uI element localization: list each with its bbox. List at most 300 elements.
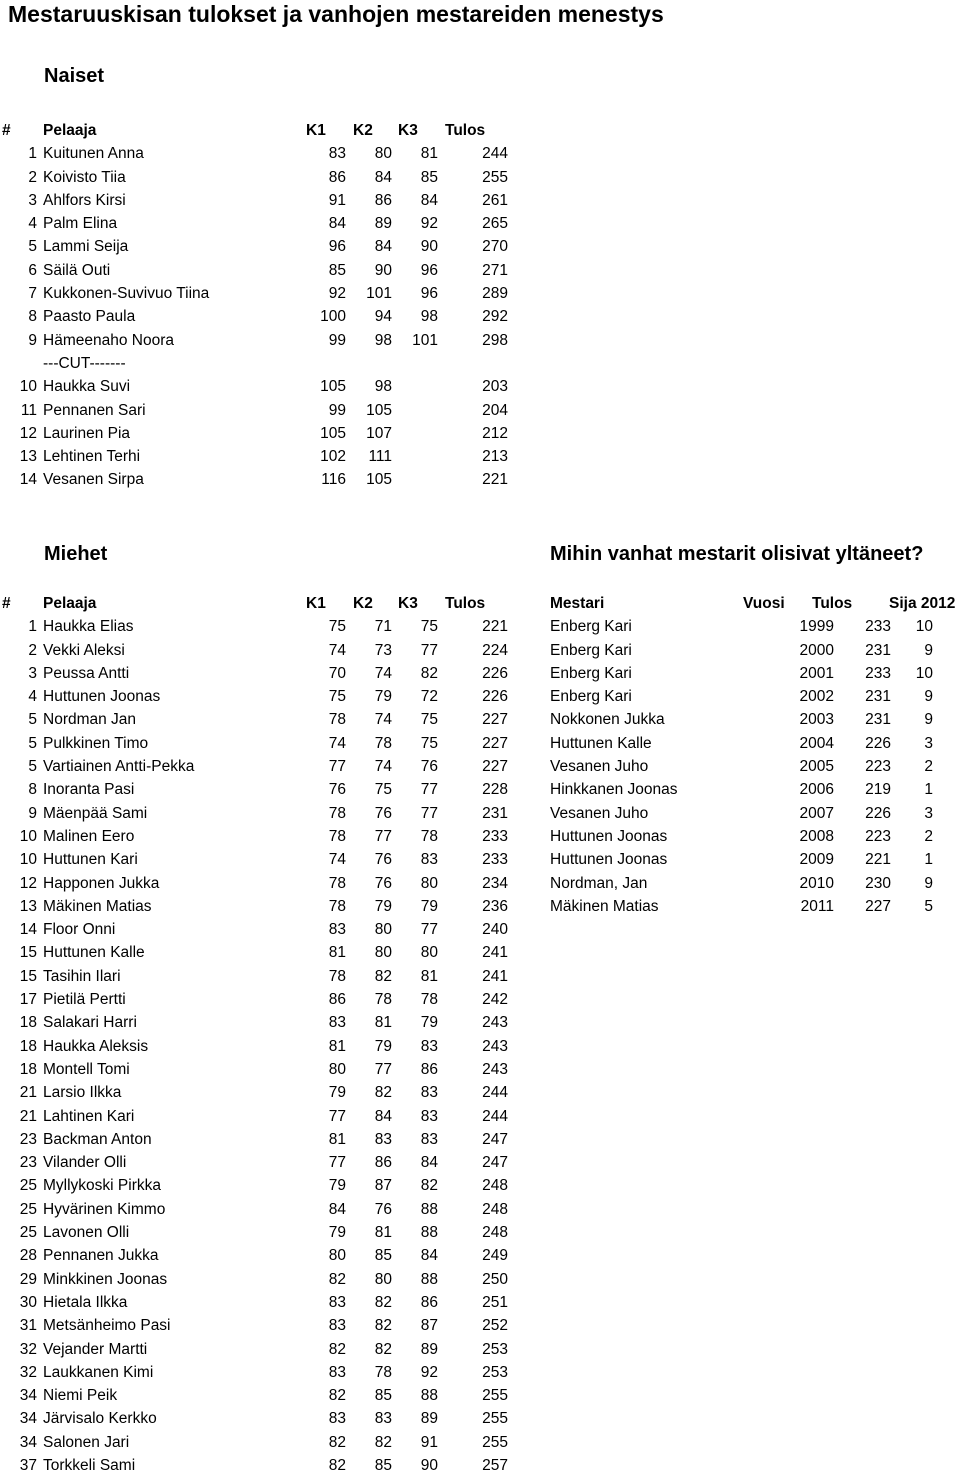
rank-cell: 18 (19, 1060, 37, 1078)
k2-cell: 79 (374, 1037, 392, 1055)
k1-cell: 74 (328, 641, 346, 659)
table-row (550, 802, 960, 825)
k3-cell: 96 (420, 261, 438, 279)
k3-cell: 77 (420, 921, 438, 939)
player-name-cell: Järvisalo Kerkko (43, 1410, 157, 1428)
header-k2: K2 (353, 122, 373, 139)
rank-cell: 7 (28, 285, 37, 303)
rank-cell: 14 (19, 471, 37, 489)
table-row (0, 778, 520, 801)
player-name-cell: Hämeenaho Noora (43, 331, 174, 349)
k2-cell: 107 (366, 424, 392, 442)
rank-cell: 15 (19, 967, 37, 985)
rank-cell: 12 (19, 874, 37, 892)
k2-cell: 75 (374, 781, 392, 799)
k1-cell: 77 (328, 1107, 346, 1125)
total-cell: 226 (482, 664, 508, 682)
player-name-cell: Vilander Olli (43, 1154, 127, 1172)
k3-cell: 80 (420, 874, 438, 892)
player-name-cell: Lavonen Olli (43, 1224, 130, 1242)
rank-cell: 14 (19, 921, 37, 939)
k2-cell: 90 (374, 261, 392, 279)
k3-cell: 82 (420, 1177, 438, 1195)
k3-cell: 84 (420, 1154, 438, 1172)
k1-cell: 75 (328, 618, 346, 636)
men-table-header (0, 592, 520, 615)
position-cell: 10 (915, 664, 933, 682)
table-row (0, 615, 520, 638)
k3-cell: 101 (412, 331, 438, 349)
k2-cell: 84 (374, 238, 392, 256)
k1-cell: 92 (328, 285, 346, 303)
k1-cell: 105 (320, 378, 346, 396)
k3-cell: 77 (420, 641, 438, 659)
champion-name-cell: Mäkinen Matias (550, 897, 659, 915)
table-row (0, 965, 520, 988)
rank-cell: 10 (19, 378, 37, 396)
k1-cell: 76 (328, 781, 346, 799)
k3-cell: 72 (420, 688, 438, 706)
k3-cell: 83 (420, 1084, 438, 1102)
rank-cell: 18 (19, 1037, 37, 1055)
year-cell: 2000 (799, 641, 834, 659)
champion-name-cell: Hinkkanen Joonas (550, 781, 678, 799)
k2-cell: 94 (374, 308, 392, 326)
k3-cell: 84 (420, 1247, 438, 1265)
total-cell: 244 (482, 1084, 508, 1102)
table-row (0, 755, 520, 778)
rank-cell: 4 (28, 688, 37, 706)
table-row (0, 1407, 520, 1430)
k2-cell: 82 (374, 1433, 392, 1451)
position-cell: 9 (924, 711, 933, 729)
rank-cell: 34 (19, 1410, 37, 1428)
total-cell: 221 (482, 471, 508, 489)
champion-name-cell: Enberg Kari (550, 618, 632, 636)
rank-cell: 5 (28, 711, 37, 729)
k2-cell: 79 (374, 897, 392, 915)
table-row (0, 1011, 520, 1034)
total-cell: 298 (482, 331, 508, 349)
k3-cell: 88 (420, 1387, 438, 1405)
total-cell: 226 (482, 688, 508, 706)
player-name-cell: Haukka Aleksis (43, 1037, 149, 1055)
k2-cell: 77 (374, 827, 392, 845)
player-name-cell: Vartiainen Antti-Pekka (43, 758, 195, 776)
total-cell: 224 (482, 641, 508, 659)
total-cell: 244 (482, 1107, 508, 1125)
k3-cell: 96 (420, 285, 438, 303)
rank-cell: 4 (28, 215, 37, 233)
k3-cell: 75 (420, 711, 438, 729)
table-row (0, 305, 520, 328)
total-cell: 213 (482, 448, 508, 466)
table-row (0, 1174, 520, 1197)
rank-cell: 15 (19, 944, 37, 962)
k2-cell: 74 (374, 758, 392, 776)
rank-cell: 17 (19, 991, 37, 1009)
header-k3: K3 (398, 595, 418, 612)
k3-cell: 81 (420, 145, 438, 163)
k2-cell: 82 (374, 1340, 392, 1358)
rank-cell: 8 (28, 308, 37, 326)
rank-cell: 32 (19, 1363, 37, 1381)
rank-cell: 2 (28, 641, 37, 659)
total-cell: 204 (482, 401, 508, 419)
k3-cell: 83 (420, 851, 438, 869)
rank-cell: 10 (19, 827, 37, 845)
header-position: Sija 2012 (889, 595, 956, 612)
k1-cell: 82 (328, 1433, 346, 1451)
k1-cell: 84 (328, 215, 346, 233)
header-k2: K2 (353, 595, 373, 612)
rank-cell: 5 (28, 758, 37, 776)
table-row (0, 1361, 520, 1384)
total-cell: 248 (482, 1224, 508, 1242)
k1-cell: 78 (328, 967, 346, 985)
total-cell: 227 (482, 758, 508, 776)
total-cell: 252 (482, 1317, 508, 1335)
k1-cell: 77 (328, 758, 346, 776)
player-name-cell: Säilä Outi (43, 261, 111, 279)
k2-cell: 87 (374, 1177, 392, 1195)
player-name-cell: Haukka Suvi (43, 378, 131, 396)
rank-cell: 10 (19, 851, 37, 869)
k2-cell: 71 (374, 618, 392, 636)
k2-cell: 89 (374, 215, 392, 233)
player-name-cell: Ahlfors Kirsi (43, 191, 126, 209)
rank-cell: 13 (19, 448, 37, 466)
total-cell: 289 (482, 285, 508, 303)
k1-cell: 82 (328, 1340, 346, 1358)
table-row (0, 142, 520, 165)
total-cell: 244 (482, 145, 508, 163)
table-row (0, 1454, 520, 1477)
total-cell: 243 (482, 1037, 508, 1055)
total-cell: 241 (482, 944, 508, 962)
player-name-cell: Haukka Elias (43, 618, 134, 636)
k2-cell: 81 (374, 1224, 392, 1242)
k2-cell: 105 (366, 401, 392, 419)
rank-cell: 25 (19, 1177, 37, 1195)
rank-cell: 23 (19, 1130, 37, 1148)
position-cell: 3 (924, 734, 933, 752)
k3-cell: 80 (420, 944, 438, 962)
cut-line (0, 352, 520, 375)
player-name-cell: Salonen Jari (43, 1433, 130, 1451)
k2-cell: 82 (374, 1317, 392, 1335)
k1-cell: 83 (328, 1014, 346, 1032)
rank-cell: 2 (28, 168, 37, 186)
champion-name-cell: Huttunen Joonas (550, 851, 668, 869)
rank-cell: 9 (28, 331, 37, 349)
player-name-cell: Hyvärinen Kimmo (43, 1200, 166, 1218)
champion-name-cell: Huttunen Kalle (550, 734, 652, 752)
table-row (0, 708, 520, 731)
total-cell: 227 (482, 734, 508, 752)
table-row (0, 1035, 520, 1058)
player-name-cell: Mäenpää Sami (43, 804, 148, 822)
table-row (0, 166, 520, 189)
k2-cell: 80 (374, 921, 392, 939)
table-row (0, 235, 520, 258)
champion-name-cell: Nokkonen Jukka (550, 711, 665, 729)
k2-cell: 78 (374, 734, 392, 752)
table-row (0, 399, 520, 422)
player-name-cell: Metsänheimo Pasi (43, 1317, 171, 1335)
k3-cell: 92 (420, 1363, 438, 1381)
k1-cell: 86 (328, 168, 346, 186)
year-cell: 2007 (799, 804, 834, 822)
rank-cell: 3 (28, 664, 37, 682)
k3-cell: 83 (420, 1107, 438, 1125)
k2-cell: 86 (374, 191, 392, 209)
year-cell: 2002 (799, 688, 834, 706)
player-name-cell: Torkkeli Sami (43, 1456, 136, 1474)
table-row (0, 468, 520, 491)
rank-cell: 5 (28, 734, 37, 752)
k2-cell: 85 (374, 1456, 392, 1474)
rank-cell: 23 (19, 1154, 37, 1172)
header-total: Tulos (812, 595, 853, 612)
rank-cell: 6 (28, 261, 37, 279)
table-row (550, 662, 960, 685)
player-name-cell: Huttunen Kari (43, 851, 138, 869)
player-name-cell: Huttunen Joonas (43, 688, 161, 706)
men-results-table (0, 592, 520, 1477)
player-name-cell: Mäkinen Matias (43, 897, 152, 915)
k1-cell: 83 (328, 145, 346, 163)
k2-cell: 76 (374, 804, 392, 822)
rank-cell: 5 (28, 238, 37, 256)
year-cell: 2009 (799, 851, 834, 869)
total-cell: 251 (482, 1293, 508, 1311)
k2-cell: 74 (374, 664, 392, 682)
k1-cell: 82 (328, 1387, 346, 1405)
table-row (0, 1384, 520, 1407)
k2-cell: 76 (374, 1200, 392, 1218)
k1-cell: 79 (328, 1177, 346, 1195)
k1-cell: 75 (328, 688, 346, 706)
k3-cell: 90 (420, 1456, 438, 1474)
k1-cell: 105 (320, 424, 346, 442)
year-cell: 2005 (799, 758, 834, 776)
player-name-cell: Tasihin Ilari (43, 967, 121, 985)
table-row (550, 615, 960, 638)
k1-cell: 91 (328, 191, 346, 209)
header-k3: K3 (398, 122, 418, 139)
k3-cell: 88 (420, 1270, 438, 1288)
k3-cell: 91 (420, 1433, 438, 1451)
k1-cell: 78 (328, 897, 346, 915)
k2-cell: 81 (374, 1014, 392, 1032)
table-row (0, 662, 520, 685)
total-cell: 255 (482, 1410, 508, 1428)
rank-cell: 13 (19, 897, 37, 915)
header-k1: K1 (306, 595, 326, 612)
k2-cell: 101 (366, 285, 392, 303)
champions-table-header (550, 592, 960, 615)
k2-cell: 77 (374, 1060, 392, 1078)
header-k1: K1 (306, 122, 326, 139)
table-row (0, 872, 520, 895)
rank-cell: 18 (19, 1014, 37, 1032)
player-name-cell: Kuitunen Anna (43, 145, 144, 163)
k1-cell: 82 (328, 1456, 346, 1474)
total-cell: 255 (482, 1433, 508, 1451)
k3-cell: 88 (420, 1224, 438, 1242)
year-cell: 2010 (799, 874, 834, 892)
k3-cell: 87 (420, 1317, 438, 1335)
k1-cell: 80 (328, 1247, 346, 1265)
year-cell: 2011 (800, 897, 834, 915)
rank-cell: 32 (19, 1340, 37, 1358)
player-name-cell: Pietilä Pertti (43, 991, 126, 1009)
table-row (0, 212, 520, 235)
k1-cell: 81 (328, 1037, 346, 1055)
table-row (0, 685, 520, 708)
k3-cell: 76 (420, 758, 438, 776)
table-row (0, 1058, 520, 1081)
k2-cell: 84 (374, 168, 392, 186)
total-cell: 248 (482, 1200, 508, 1218)
total-cell: 253 (482, 1340, 508, 1358)
total-cell: 247 (482, 1154, 508, 1172)
k1-cell: 84 (328, 1200, 346, 1218)
total-cell: 261 (482, 191, 508, 209)
table-row (0, 189, 520, 212)
total-cell: 255 (482, 1387, 508, 1405)
year-cell: 2004 (799, 734, 834, 752)
table-row (0, 639, 520, 662)
position-cell: 9 (924, 641, 933, 659)
k3-cell: 77 (420, 804, 438, 822)
k2-cell: 83 (374, 1130, 392, 1148)
player-name-cell: Pulkkinen Timo (43, 734, 149, 752)
player-name-cell: Kukkonen-Suvivuo Tiina (43, 285, 210, 303)
k2-cell: 111 (368, 448, 392, 466)
total-cell: 270 (482, 238, 508, 256)
k1-cell: 74 (328, 851, 346, 869)
total-cell: 231 (865, 641, 891, 659)
table-row (0, 329, 520, 352)
player-name-cell: Inoranta Pasi (43, 781, 135, 799)
header-total: Tulos (445, 122, 486, 139)
total-cell: 233 (482, 851, 508, 869)
total-cell: 223 (865, 758, 891, 776)
table-row (550, 708, 960, 731)
k1-cell: 83 (328, 1363, 346, 1381)
k1-cell: 81 (328, 1130, 346, 1148)
k1-cell: 78 (328, 804, 346, 822)
header-player: Pelaaja (43, 122, 97, 139)
k3-cell: 78 (420, 991, 438, 1009)
rank-cell: 25 (19, 1200, 37, 1218)
total-cell: 226 (865, 734, 891, 752)
k2-cell: 80 (374, 944, 392, 962)
total-cell: 240 (482, 921, 508, 939)
total-cell: 250 (482, 1270, 508, 1288)
total-cell: 241 (482, 967, 508, 985)
men-section-title: Miehet (44, 543, 108, 565)
k3-cell: 90 (420, 238, 438, 256)
k1-cell: 100 (320, 308, 346, 326)
k2-cell: 83 (374, 1410, 392, 1428)
player-name-cell: Malinen Eero (43, 827, 135, 845)
k1-cell: 80 (328, 1060, 346, 1078)
rank-cell: 31 (19, 1317, 37, 1335)
rank-cell: 1 (28, 618, 37, 636)
position-cell: 9 (924, 874, 933, 892)
year-cell: 2006 (799, 781, 834, 799)
table-row (0, 988, 520, 1011)
k2-cell: 76 (374, 874, 392, 892)
total-cell: 234 (482, 874, 508, 892)
k1-cell: 83 (328, 1293, 346, 1311)
table-row (0, 848, 520, 871)
table-row (0, 1081, 520, 1104)
player-name-cell: Vesanen Sirpa (43, 471, 144, 489)
k1-cell: 83 (328, 921, 346, 939)
k1-cell: 79 (328, 1084, 346, 1102)
position-cell: 2 (924, 758, 933, 776)
k2-cell: 76 (374, 851, 392, 869)
total-cell: 243 (482, 1014, 508, 1032)
k3-cell: 79 (420, 897, 438, 915)
table-row (550, 872, 960, 895)
women-table-header (0, 119, 520, 142)
rank-cell: 30 (19, 1293, 37, 1311)
position-cell: 1 (924, 781, 933, 799)
total-cell: 221 (482, 618, 508, 636)
k1-cell: 85 (328, 261, 346, 279)
total-cell: 231 (482, 804, 508, 822)
k2-cell: 79 (374, 688, 392, 706)
player-name-cell: Montell Tomi (43, 1060, 130, 1078)
total-cell: 219 (865, 781, 891, 799)
player-name-cell: Hietala Ilkka (43, 1293, 128, 1311)
player-name-cell: Larsio Ilkka (43, 1084, 122, 1102)
table-row (550, 732, 960, 755)
k1-cell: 70 (328, 664, 346, 682)
total-cell: 248 (482, 1177, 508, 1195)
k1-cell: 86 (328, 991, 346, 1009)
header-player: Pelaaja (43, 595, 97, 612)
player-name-cell: Pennanen Sari (43, 401, 146, 419)
champions-table (550, 592, 960, 918)
player-name-cell: Minkkinen Joonas (43, 1270, 168, 1288)
player-name-cell: Peussa Antti (43, 664, 130, 682)
table-row (0, 802, 520, 825)
champion-name-cell: Vesanen Juho (550, 804, 649, 822)
player-name-cell: Laurinen Pia (43, 424, 131, 442)
total-cell: 257 (482, 1456, 508, 1474)
header-num: # (2, 122, 11, 139)
table-row (550, 848, 960, 871)
table-row (0, 1268, 520, 1291)
k2-cell: 82 (374, 1293, 392, 1311)
k3-cell: 98 (420, 308, 438, 326)
total-cell: 249 (482, 1247, 508, 1265)
k3-cell: 75 (420, 618, 438, 636)
position-cell: 9 (924, 688, 933, 706)
total-cell: 233 (865, 618, 891, 636)
k3-cell: 79 (420, 1014, 438, 1032)
k2-cell: 98 (374, 378, 392, 396)
position-cell: 3 (924, 804, 933, 822)
rank-cell: 11 (20, 401, 37, 419)
champion-name-cell: Enberg Kari (550, 641, 632, 659)
